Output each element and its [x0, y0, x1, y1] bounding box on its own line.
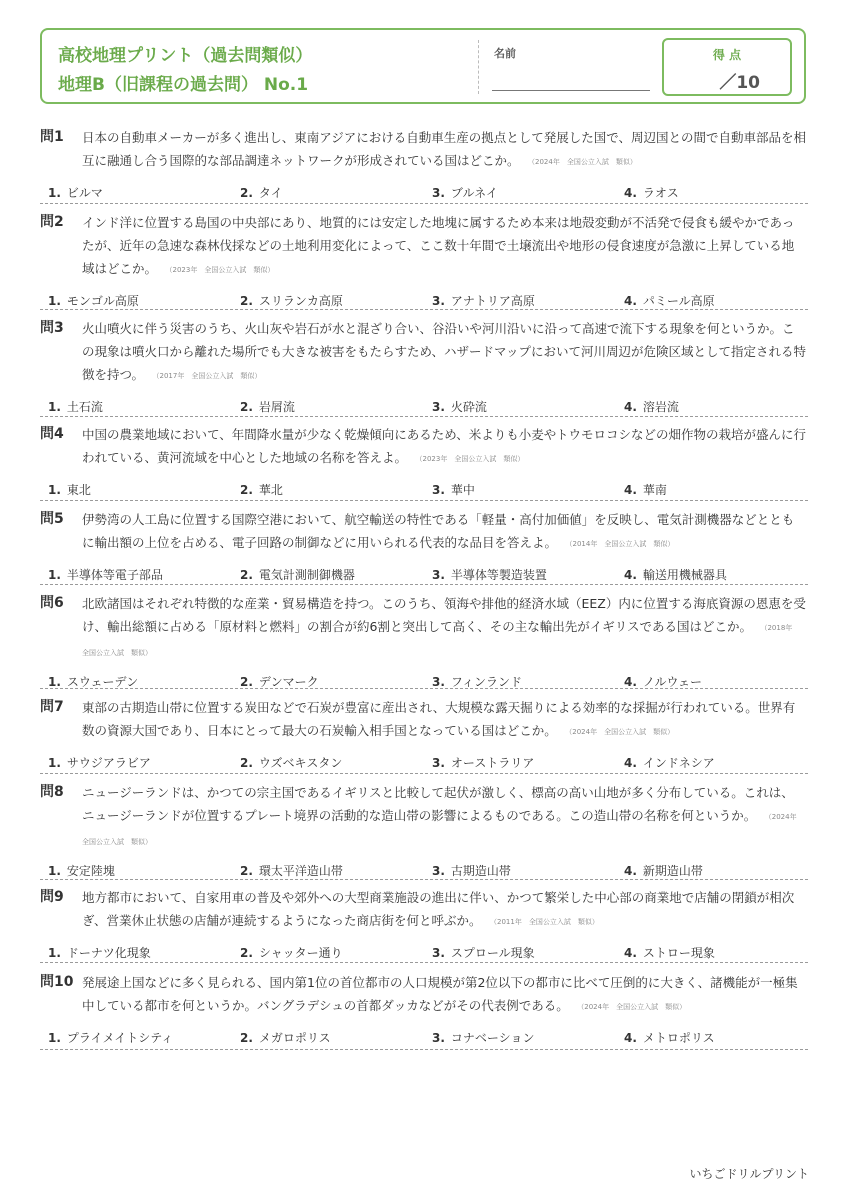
answer-choice[interactable] — [432, 481, 475, 498]
question-source: （2023年 全国公立入試 類似） — [169, 266, 275, 274]
question-text-block — [82, 126, 806, 174]
choice-number: 4. — [624, 756, 637, 770]
choice-label: ウズベキスタン — [258, 756, 343, 770]
choice-label: メトロポリス — [642, 1031, 715, 1045]
choice-label: 環太平洋造山帯 — [258, 864, 343, 878]
worksheet-header — [40, 28, 806, 104]
answer-choice[interactable] — [240, 398, 295, 415]
choice-label: コナベーション — [450, 1031, 535, 1045]
choice-number: 2. — [240, 946, 253, 960]
worksheet-subtitle: 地理B（旧課程の過去問） No.1 — [58, 75, 309, 95]
answer-choice[interactable] — [48, 184, 103, 201]
choice-number: 4. — [624, 400, 637, 414]
choice-label: 華中 — [450, 483, 475, 497]
answer-choice[interactable] — [48, 292, 139, 309]
choice-label: 古期造山帯 — [450, 864, 511, 878]
choice-number: 3. — [432, 186, 445, 200]
question-text: 発展途上国などに多く見られる、国内第1位の首位都市の人口規模が第2位以下の都市に比べて圧倒的に大きく、諸機能が一極集中している都市を何というか。バングラデシュの首都ダッカなどがその代表例である。 — [82, 975, 798, 1013]
choice-label: 新期造山帯 — [642, 864, 703, 878]
answer-choice[interactable] — [48, 862, 115, 879]
choice-label: 電気計測制御機器 — [258, 568, 355, 582]
choice-number: 2. — [240, 1031, 253, 1045]
choice-number: 4. — [624, 675, 637, 689]
question-text: 伊勢湾の人工島に位置する国際空港において、航空輸送の特性である「軽量・高付加価値」を反映し、電気計測機器などとともに輸出額の上位を占める、電子回路の制御などに用いられる代表的な品目を答えよ。 — [82, 512, 795, 550]
answer-choice[interactable] — [240, 754, 342, 771]
choice-number: 3. — [432, 400, 445, 414]
answer-choice[interactable] — [624, 1029, 715, 1046]
choice-number: 1. — [48, 186, 61, 200]
question-text: 北欧諸国はそれぞれ特徴的な産業・貿易構造を持つ。このうち、領海や排他的経済水域（EEZ）内に位置する海底資源の恩恵を受け、輸出総額に占める「原材料と燃料」の割合が約6割と突出して高く、その主な輸出先がイギリスである国はどこか。 — [82, 596, 806, 634]
choice-row — [40, 944, 808, 962]
question-item — [40, 211, 808, 310]
question-number: 問1 — [40, 129, 64, 145]
question-item — [40, 886, 808, 963]
question-text: 火山噴火に伴う災害のうち、火山灰や岩石が水と混ざり合い、谷沿いや河川沿いに沿って高速で流下する現象を何というか。この現象は噴火口から離れた場所でも大きな被害をもたらすため、ハザードマップにおいて河川周辺が危険区域として指定される特徴を持つ。 — [82, 321, 807, 382]
answer-choice[interactable] — [624, 862, 703, 879]
answer-choice[interactable] — [432, 862, 511, 879]
choice-row — [40, 1029, 808, 1047]
answer-choice[interactable] — [48, 481, 91, 498]
answer-choice[interactable] — [432, 398, 487, 415]
answer-choice[interactable] — [624, 566, 727, 583]
answer-choice[interactable] — [48, 1029, 173, 1046]
answer-choice[interactable] — [48, 566, 163, 583]
choice-label: 岩屑流 — [258, 400, 295, 414]
question-item — [40, 423, 808, 501]
choice-label: スリランカ高原 — [258, 294, 343, 308]
answer-choice[interactable] — [432, 944, 535, 961]
choice-label: ノルウェー — [642, 675, 702, 689]
answer-choice[interactable] — [240, 944, 343, 961]
choice-row — [40, 862, 808, 880]
answer-choice[interactable] — [48, 398, 103, 415]
choice-number: 4. — [624, 946, 637, 960]
answer-choice[interactable] — [240, 566, 355, 583]
question-text: 東部の古期造山帯に位置する炭田などで石炭が豊富に産出され、大規模な露天掘りによる効率的な採掘が行われている。世界有数の資源大国であり、日本にとって最大の石炭輸入相手国となっている国はどこか。 — [82, 700, 796, 738]
question-number: 問4 — [40, 426, 64, 442]
answer-choice[interactable] — [432, 1029, 534, 1046]
answer-choice[interactable] — [240, 1029, 331, 1046]
choice-row — [40, 673, 808, 691]
choice-number: 4. — [624, 864, 637, 878]
question-source: （2011年 全国公立入試 類似） — [493, 918, 599, 926]
answer-choice[interactable] — [48, 944, 151, 961]
answer-choice[interactable] — [48, 754, 151, 771]
choice-number: 4. — [624, 186, 637, 200]
choice-row — [40, 566, 808, 584]
choice-number: 3. — [432, 483, 445, 497]
choice-label: スウェーデン — [66, 675, 139, 689]
answer-choice[interactable] — [624, 481, 667, 498]
question-source: （2017年 全国公立入試 類似） — [156, 372, 262, 380]
question-item — [40, 317, 808, 417]
score-value: ／10 — [719, 73, 760, 93]
question-text-block — [82, 592, 806, 665]
question-item — [40, 126, 808, 204]
choice-row — [40, 754, 808, 772]
answer-choice[interactable] — [432, 673, 522, 690]
footer-brand: いちごドリルプリント — [689, 1167, 809, 1181]
choice-number: 4. — [624, 294, 637, 308]
choice-label: インドネシア — [642, 756, 715, 770]
choice-number: 2. — [240, 568, 253, 582]
choice-number: 2. — [240, 675, 253, 689]
choice-number: 2. — [240, 483, 253, 497]
choice-label: 土石流 — [66, 400, 103, 414]
choice-number: 3. — [432, 294, 445, 308]
answer-choice[interactable] — [624, 673, 702, 690]
choice-number: 4. — [624, 1031, 637, 1045]
choice-number: 1. — [48, 1031, 61, 1045]
question-source: （2024年 全国公立入試 類似） — [580, 1003, 687, 1011]
question-text-block — [82, 696, 806, 744]
choice-label: サウジアラビア — [66, 756, 151, 770]
question-item — [40, 508, 808, 585]
choice-label: 東北 — [66, 483, 91, 497]
choice-label: ストロー現象 — [642, 946, 715, 960]
choice-label: 華南 — [642, 483, 667, 497]
choice-number: 1. — [48, 864, 61, 878]
question-text: ニュージーランドは、かつての宗主国であるイギリスと比較して起伏が激しく、標高の高い山地が多く分布している。これは、ニュージーランドが位置するプレート境界の活動的な造山帯の影響によるものである。この造山帯の名称を何というか。 — [82, 785, 794, 823]
choice-label: ビルマ — [66, 186, 103, 200]
answer-choice[interactable] — [624, 754, 715, 771]
choice-number: 2. — [240, 400, 253, 414]
answer-choice[interactable] — [240, 292, 343, 309]
choice-number: 3. — [432, 946, 445, 960]
choice-label: プライメイトシティ — [66, 1031, 174, 1045]
choice-label: 火砕流 — [450, 400, 487, 414]
name-field[interactable] — [492, 90, 650, 91]
question-text: 地方都市において、自家用車の普及や郊外への大型商業施設の進出に伴い、かつて繁栄した中心部の商業地で店舗の閉鎖が相次ぎ、営業休止状態の店舗が連続するようになった商店街を何と呼ぶか。 — [82, 890, 795, 928]
choice-label: オーストラリア — [450, 756, 535, 770]
choice-label: シャッター通り — [258, 946, 343, 960]
choice-number: 3. — [432, 1031, 445, 1045]
question-source: （2024年 全国公立入試 類似） — [82, 813, 804, 846]
question-number: 問7 — [40, 699, 64, 715]
question-source: （2024年 全国公立入試 類似） — [531, 158, 637, 166]
question-number: 問2 — [40, 214, 64, 230]
choice-label: 華北 — [258, 483, 283, 497]
worksheet-title: 高校地理プリント（過去問類似） — [58, 46, 313, 66]
question-text: 中国の農業地域において、年間降水量が少なく乾燥傾向にあるため、米よりも小麦やトウモロコシなどの畑作物の栽培が盛んに行われている、黄河流域を中心とした地域の名称を答えよ。 — [82, 427, 807, 465]
answer-choice[interactable] — [240, 862, 343, 879]
choice-number: 4. — [624, 568, 637, 582]
choice-number: 3. — [432, 756, 445, 770]
choice-number: 1. — [48, 756, 61, 770]
question-number: 問3 — [40, 320, 64, 336]
choice-label: ブルネイ — [450, 186, 498, 200]
choice-number: 2. — [240, 864, 253, 878]
question-item — [40, 696, 808, 774]
question-text-block — [82, 886, 806, 934]
answer-choice[interactable] — [432, 292, 535, 309]
choice-label: 輸送用機械器具 — [642, 568, 727, 582]
question-text-block — [82, 211, 806, 282]
choice-number: 1. — [48, 568, 61, 582]
answer-choice[interactable] — [432, 754, 534, 771]
question-item — [40, 592, 808, 689]
choice-number: 1. — [48, 946, 61, 960]
question-text-block — [82, 317, 806, 388]
choice-label: ラオス — [642, 186, 679, 200]
choice-label: モンゴル高原 — [66, 294, 139, 308]
question-text-block — [82, 971, 806, 1019]
score-box — [662, 38, 792, 96]
choice-number: 1. — [48, 400, 61, 414]
choice-number: 2. — [240, 294, 253, 308]
answer-choice[interactable] — [624, 398, 679, 415]
question-number: 問8 — [40, 784, 64, 800]
choice-row — [40, 292, 808, 310]
choice-row — [40, 184, 808, 202]
question-number: 問9 — [40, 889, 64, 905]
answer-choice[interactable] — [432, 566, 547, 583]
answer-choice[interactable] — [432, 184, 498, 201]
choice-row — [40, 398, 808, 416]
choice-number: 4. — [624, 483, 637, 497]
answer-choice[interactable] — [624, 184, 679, 201]
choice-label: 溶岩流 — [642, 400, 679, 414]
question-text-block — [82, 508, 806, 556]
score-label: 得 点 — [712, 48, 742, 62]
question-text: インド洋に位置する島国の中央部にあり、地質的には安定した地塊に属するため本来は地殻変動が不活発で侵食も緩やかであったが、近年の急速な森林伐採などの土地利用変化によって、ここ数十年間で土壌流出や地形の侵食速度が急激に上昇している地域はどこか。 — [82, 215, 795, 276]
header-divider — [478, 40, 479, 94]
question-number: 問5 — [40, 511, 64, 527]
question-source: （2024年 全国公立入試 類似） — [568, 728, 675, 736]
question-source: （2014年 全国公立入試 類似） — [569, 540, 675, 548]
choice-number: 2. — [240, 186, 253, 200]
question-text-block — [82, 423, 806, 471]
question-number: 問6 — [40, 595, 64, 611]
question-item — [40, 781, 808, 880]
choice-number: 1. — [48, 675, 61, 689]
question-source: （2018年 全国公立入試 類似） — [82, 624, 800, 657]
answer-choice[interactable] — [240, 481, 283, 498]
choice-number: 3. — [432, 864, 445, 878]
choice-label: パミール高原 — [642, 294, 715, 308]
choice-number: 3. — [432, 675, 445, 689]
answer-choice[interactable] — [48, 673, 138, 690]
choice-number: 3. — [432, 568, 445, 582]
choice-label: 半導体等電子部品 — [66, 568, 163, 582]
choice-number: 2. — [240, 756, 253, 770]
question-number: 問10 — [40, 974, 74, 990]
choice-row — [40, 481, 808, 499]
question-item — [40, 971, 808, 1050]
question-text-block — [82, 781, 806, 854]
choice-label: デンマーク — [258, 675, 319, 689]
choice-label: 半導体等製造装置 — [450, 568, 547, 582]
answer-choice[interactable] — [240, 673, 319, 690]
choice-label: 安定陸塊 — [66, 864, 115, 878]
choice-label: フィンランド — [450, 675, 522, 689]
question-source: （2023年 全国公立入試 類似） — [419, 455, 525, 463]
answer-choice[interactable] — [240, 184, 283, 201]
choice-number: 1. — [48, 294, 61, 308]
choice-label: ドーナツ化現象 — [66, 946, 151, 960]
name-label: 名前 — [494, 47, 516, 60]
answer-choice[interactable] — [624, 944, 715, 961]
answer-choice[interactable] — [624, 292, 715, 309]
choice-label: アナトリア高原 — [450, 294, 535, 308]
choice-label: スプロール現象 — [450, 946, 535, 960]
choice-label: タイ — [258, 186, 283, 200]
choice-label: メガロポリス — [258, 1031, 331, 1045]
question-text: 日本の自動車メーカーが多く進出し、東南アジアにおける自動車生産の拠点として発展した国で、周辺国との間で自動車部品を相互に融通し合う国際的な部品調達ネットワークが形成されている国はどこか。 — [82, 130, 807, 168]
choice-number: 1. — [48, 483, 61, 497]
